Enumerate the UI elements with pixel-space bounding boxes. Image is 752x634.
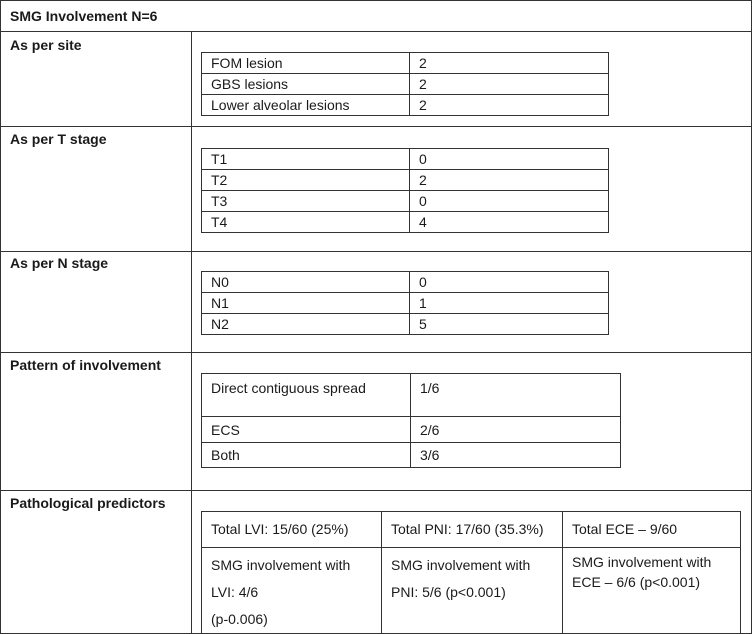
- table-row: [202, 374, 621, 417]
- row-label: T3: [202, 191, 410, 212]
- table-border-top: [0, 0, 751, 1]
- row-label: FOM lesion: [202, 53, 410, 74]
- row-divider: [0, 490, 751, 491]
- row-value: 2: [410, 53, 609, 74]
- table-row: [202, 191, 609, 212]
- detail-line: ECE – 6/6 (p<0.001): [572, 574, 701, 590]
- row-value: 5: [410, 314, 609, 335]
- predictor-detail-ece: [563, 548, 741, 634]
- row-divider: [0, 251, 751, 252]
- detail-line: PNI: 5/6 (p<0.001): [391, 584, 506, 600]
- row-value: 1: [410, 293, 609, 314]
- table-row: [202, 417, 621, 443]
- row-value: 3/6: [411, 443, 621, 468]
- pattern-table: [201, 373, 621, 468]
- section-label-predictors: Pathological predictors: [10, 495, 166, 511]
- table-row: [202, 443, 621, 468]
- row-value: 0: [410, 272, 609, 293]
- row-label: ECS: [202, 417, 411, 443]
- section-label-t-stage: As per T stage: [10, 131, 107, 147]
- row-label: T2: [202, 170, 410, 191]
- predictor-detail-pni: [382, 548, 563, 634]
- predictors-table: [201, 511, 741, 634]
- table-row: [202, 548, 741, 634]
- detail-line: SMG involvement with: [572, 554, 712, 570]
- row-value: 0: [410, 149, 609, 170]
- row-label: Direct contiguous spread: [202, 374, 411, 417]
- table-row: [202, 512, 741, 548]
- detail-line: SMG involvement with: [391, 557, 531, 573]
- detail-line: SMG involvement with: [211, 557, 351, 573]
- table-border-left: [0, 0, 1, 634]
- row-value: 2/6: [411, 417, 621, 443]
- table-row: [202, 212, 609, 233]
- row-value: 0: [410, 191, 609, 212]
- table-row: [202, 293, 609, 314]
- row-value: 2: [410, 74, 609, 95]
- row-value: 2: [410, 95, 609, 116]
- detail-line: LVI: 4/6: [211, 584, 259, 600]
- table-row: [202, 314, 609, 335]
- predictor-detail-lvi: [202, 548, 382, 634]
- row-value: 4: [410, 212, 609, 233]
- row-label: N1: [202, 293, 410, 314]
- detail-line: (p-0.006): [211, 611, 268, 627]
- row-value: 2: [410, 170, 609, 191]
- section-label-site: As per site: [10, 37, 82, 53]
- table-row: [202, 170, 609, 191]
- row-divider: [0, 352, 751, 353]
- table-row: [202, 95, 609, 116]
- row-label: Lower alveolar lesions: [202, 95, 410, 116]
- table-title: SMG Involvement N=6: [10, 8, 158, 24]
- table-row: [202, 149, 609, 170]
- column-divider: [191, 31, 192, 634]
- row-value: 1/6: [411, 374, 621, 417]
- row-label: N2: [202, 314, 410, 335]
- section-label-n-stage: As per N stage: [10, 255, 109, 271]
- row-divider: [0, 126, 751, 127]
- predictor-header-ece: Total ECE – 9/60: [563, 512, 741, 548]
- table-row: [202, 53, 609, 74]
- row-label: T4: [202, 212, 410, 233]
- row-divider: [0, 31, 751, 32]
- n-stage-table: [201, 271, 609, 335]
- row-label: T1: [202, 149, 410, 170]
- site-table: [201, 52, 609, 116]
- row-label: N0: [202, 272, 410, 293]
- t-stage-table: [201, 148, 609, 233]
- section-label-pattern: Pattern of involvement: [10, 357, 161, 373]
- table-row: [202, 272, 609, 293]
- predictor-header-lvi: Total LVI: 15/60 (25%): [202, 512, 382, 548]
- table-row: [202, 74, 609, 95]
- row-label: GBS lesions: [202, 74, 410, 95]
- predictor-header-pni: Total PNI: 17/60 (35.3%): [382, 512, 563, 548]
- row-label: Both: [202, 443, 411, 468]
